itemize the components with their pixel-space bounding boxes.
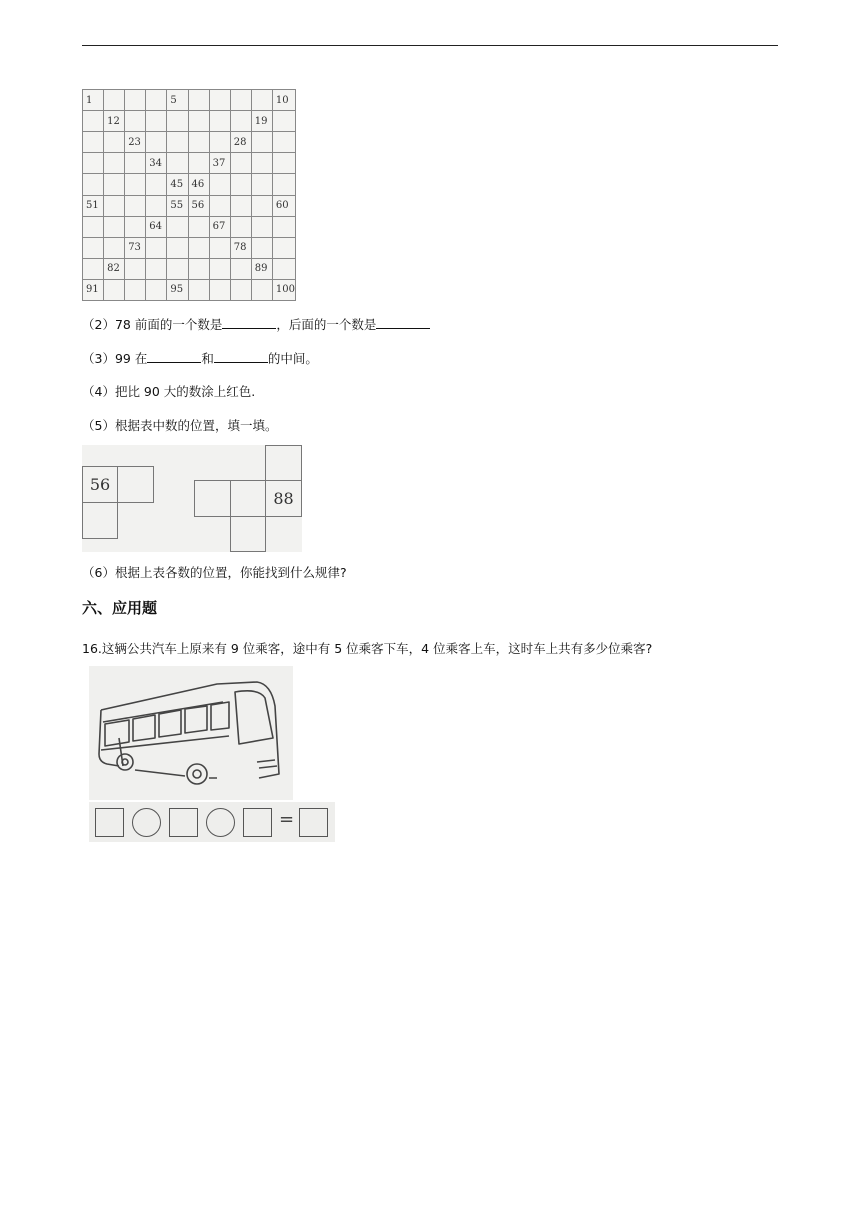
grid-cell bbox=[125, 196, 146, 217]
grid-cell bbox=[167, 153, 188, 174]
grid-cell: 100 bbox=[273, 280, 296, 301]
equation-box-3[interactable] bbox=[243, 808, 272, 837]
grid-cell bbox=[189, 111, 210, 132]
grid-cell: 1 bbox=[83, 90, 104, 111]
grid-cell: 51 bbox=[83, 196, 104, 217]
bus-icon bbox=[89, 666, 293, 800]
section-title: 六、应用题 bbox=[82, 599, 158, 617]
grid-cell bbox=[83, 153, 104, 174]
grid-cell: 45 bbox=[167, 174, 188, 195]
grid-cell bbox=[83, 132, 104, 153]
grid-cell bbox=[273, 132, 296, 153]
q2-blank-1[interactable] bbox=[222, 316, 276, 329]
grid-cell bbox=[231, 217, 252, 238]
q3-blank-2[interactable] bbox=[214, 350, 268, 363]
grid-cell: 91 bbox=[83, 280, 104, 301]
grid-cell bbox=[210, 90, 231, 111]
grid-cell bbox=[273, 259, 296, 280]
q2-blank-2[interactable] bbox=[376, 316, 430, 329]
grid-cell bbox=[231, 174, 252, 195]
grid-cell bbox=[273, 238, 296, 259]
grid-cell bbox=[125, 217, 146, 238]
grid-cell bbox=[125, 280, 146, 301]
grid-cell bbox=[104, 280, 125, 301]
grid-cell: 73 bbox=[125, 238, 146, 259]
q2-text-a: （2）78 前面的一个数是 bbox=[82, 317, 223, 332]
fragment-56-right-cell[interactable] bbox=[117, 466, 154, 503]
q3-text-c: 的中间。 bbox=[267, 351, 318, 366]
hundred-number-grid bbox=[82, 89, 296, 301]
grid-cell bbox=[104, 132, 125, 153]
grid-cell bbox=[104, 196, 125, 217]
equation-box-2[interactable] bbox=[169, 808, 198, 837]
grid-cell bbox=[252, 174, 273, 195]
bus-illustration bbox=[89, 666, 293, 800]
fragment-56-number: 56 bbox=[89, 475, 111, 494]
grid-cell bbox=[167, 217, 188, 238]
grid-cell: 67 bbox=[210, 217, 231, 238]
grid-cell bbox=[210, 238, 231, 259]
grid-cell: 19 bbox=[252, 111, 273, 132]
grid-cell bbox=[231, 280, 252, 301]
grid-cell bbox=[83, 111, 104, 132]
fragment-88-left-cell[interactable] bbox=[230, 480, 266, 517]
grid-cell: 23 bbox=[125, 132, 146, 153]
fragment-88-number: 88 bbox=[273, 489, 294, 508]
grid-cell bbox=[231, 153, 252, 174]
fragment-88-below-cell[interactable] bbox=[230, 516, 266, 552]
fragment-56-cell bbox=[82, 466, 118, 503]
answer-box[interactable] bbox=[299, 808, 328, 837]
grid-cell: 37 bbox=[210, 153, 231, 174]
grid-cell bbox=[231, 90, 252, 111]
question-4: （4）把比 90 大的数涂上红色. bbox=[82, 384, 256, 399]
grid-cell bbox=[273, 217, 296, 238]
fragment-88-left2-cell[interactable] bbox=[194, 480, 231, 517]
grid-cell bbox=[167, 111, 188, 132]
grid-cell bbox=[104, 174, 125, 195]
grid-cell bbox=[125, 153, 146, 174]
grid-cell bbox=[231, 111, 252, 132]
grid-cell: 89 bbox=[252, 259, 273, 280]
equation-boxes bbox=[89, 802, 335, 842]
grid-cell: 95 bbox=[167, 280, 188, 301]
grid-cell bbox=[252, 217, 273, 238]
grid-cell bbox=[252, 90, 273, 111]
grid-cell: 5 bbox=[167, 90, 188, 111]
header-rule bbox=[82, 45, 778, 46]
grid-cell bbox=[252, 153, 273, 174]
grid-cell bbox=[167, 132, 188, 153]
grid-cell bbox=[146, 196, 167, 217]
grid-cell: 55 bbox=[167, 196, 188, 217]
operator-circle-1[interactable] bbox=[132, 808, 161, 837]
equation-box-1[interactable] bbox=[95, 808, 124, 837]
grid-cell: 56 bbox=[189, 196, 210, 217]
grid-cell bbox=[146, 111, 167, 132]
grid-cell: 78 bbox=[231, 238, 252, 259]
grid-cell bbox=[83, 174, 104, 195]
grid-cell bbox=[189, 132, 210, 153]
grid-cell bbox=[83, 217, 104, 238]
grid-cell bbox=[83, 238, 104, 259]
grid-cell bbox=[104, 90, 125, 111]
question-2 bbox=[82, 316, 430, 333]
q3-text-a: （3）99 在 bbox=[82, 351, 148, 366]
grid-cell bbox=[273, 111, 296, 132]
grid-cell bbox=[146, 280, 167, 301]
q2-text-b: ，后面的一个数是 bbox=[276, 317, 377, 332]
fragment-56-below-cell[interactable] bbox=[82, 502, 118, 539]
grid-cell bbox=[252, 280, 273, 301]
grid-cell bbox=[189, 90, 210, 111]
grid-cell bbox=[210, 111, 231, 132]
grid-cell bbox=[189, 153, 210, 174]
grid-cell: 10 bbox=[273, 90, 296, 111]
fragment-88-cell bbox=[265, 480, 302, 517]
q3-blank-1[interactable] bbox=[147, 350, 201, 363]
grid-cell bbox=[189, 238, 210, 259]
grid-cell: 60 bbox=[273, 196, 296, 217]
grid-cell bbox=[210, 259, 231, 280]
grid-cell: 34 bbox=[146, 153, 167, 174]
grid-cell bbox=[167, 259, 188, 280]
grid-cell bbox=[125, 111, 146, 132]
q3-text-b: 和 bbox=[201, 351, 214, 366]
grid-cell: 12 bbox=[104, 111, 125, 132]
grid-cell bbox=[167, 238, 188, 259]
grid-cell bbox=[231, 196, 252, 217]
grid-cell bbox=[83, 259, 104, 280]
problem-16-text: 16.这辆公共汽车上原来有 9 位乘客，途中有 5 位乘客下车，4 位乘客上车，这时车上共有多少位乘客? bbox=[82, 641, 653, 656]
grid-cell bbox=[231, 259, 252, 280]
grid-cell bbox=[252, 132, 273, 153]
grid-cell bbox=[210, 196, 231, 217]
grid-cell bbox=[273, 153, 296, 174]
equals-sign: = bbox=[279, 809, 295, 830]
grid-cell bbox=[210, 280, 231, 301]
question-5: （5）根据表中数的位置，填一填。 bbox=[82, 418, 278, 433]
grid-cell bbox=[189, 217, 210, 238]
grid-cell bbox=[125, 174, 146, 195]
grid-cell bbox=[146, 90, 167, 111]
grid-cell: 28 bbox=[231, 132, 252, 153]
question-6: （6）根据上表各数的位置，你能找到什么规律? bbox=[82, 565, 347, 580]
operator-circle-2[interactable] bbox=[206, 808, 235, 837]
grid-cell bbox=[146, 132, 167, 153]
grid-cell bbox=[125, 259, 146, 280]
grid-cell: 46 bbox=[189, 174, 210, 195]
grid-cell: 64 bbox=[146, 217, 167, 238]
grid-cell bbox=[125, 90, 146, 111]
grid-cell bbox=[189, 280, 210, 301]
fragment-88-above-cell[interactable] bbox=[265, 445, 302, 481]
question-3 bbox=[82, 350, 318, 367]
grid-cell bbox=[273, 174, 296, 195]
grid-fragments-image bbox=[82, 445, 302, 552]
grid-cell bbox=[252, 196, 273, 217]
grid-cell: 82 bbox=[104, 259, 125, 280]
grid-cell bbox=[210, 132, 231, 153]
grid-cell bbox=[189, 259, 210, 280]
grid-cell bbox=[146, 238, 167, 259]
grid-cell bbox=[252, 238, 273, 259]
grid-cell bbox=[210, 174, 231, 195]
grid-cell bbox=[104, 153, 125, 174]
grid-cell bbox=[146, 259, 167, 280]
grid-cell bbox=[104, 217, 125, 238]
grid-cell bbox=[104, 238, 125, 259]
grid-cell bbox=[146, 174, 167, 195]
